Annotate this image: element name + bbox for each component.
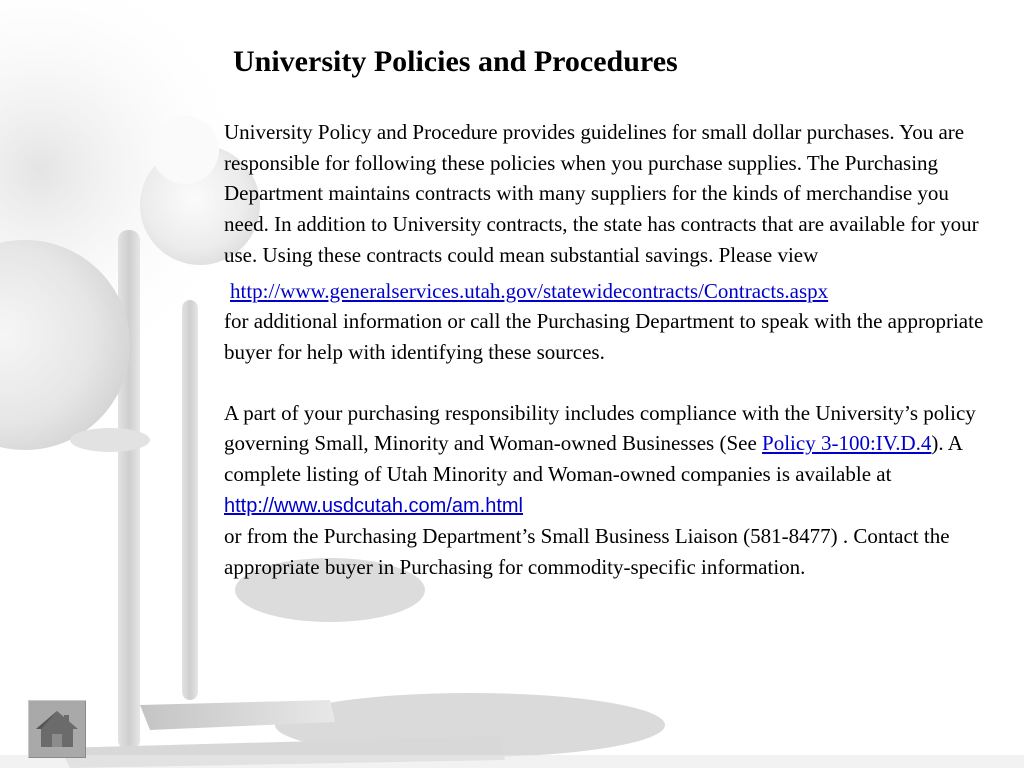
home-button[interactable] xyxy=(28,700,86,758)
link-line xyxy=(224,276,984,307)
paragraph-contracts-text: University Policy and Procedure provides guidelines for small dollar purchases. You are responsible for following these policies when you purchase supplies. The Purchasing Department maintains contracts with many suppliers for the kinds of merchandise you need. In addition to University contracts, the state has contracts that are available for your use. Using these contracts could mean substantial savings. Please view xyxy=(224,120,979,267)
paragraph-small-business-text: A part of your purchasing responsibility includes compliance with the University’s policy governing Small, Minority and Woman-owned Businesses (See xyxy=(224,400,976,456)
slide-title: University Policies and Procedures xyxy=(233,45,678,78)
body-text xyxy=(224,117,984,583)
home-icon xyxy=(28,700,86,758)
paragraph-small-business-text-2: ). A complete listing of Utah Minority and Woman-owned companies is available at xyxy=(224,431,962,487)
usdcutah-link[interactable]: http://www.usdcutah.com/am.html xyxy=(224,494,524,517)
statewide-contracts-link[interactable]: http://www.generalservices.utah.gov/statewidecontracts/Contracts.aspx xyxy=(230,278,829,303)
paragraph-small-business xyxy=(224,398,984,583)
paragraph-small-business-text-3: or from the Purchasing Department’s Small Business Liaison (581-8477) . Contact the appropriate buyer in Purchasing for commodity-specific information. xyxy=(224,524,950,580)
paragraph-contracts-text-continued: for additional information or call the Purchasing Department to speak with the appropriate buyer for help with identifying these sources. xyxy=(224,309,984,364)
paragraph-contracts xyxy=(224,117,984,368)
paragraph-spacer xyxy=(224,368,984,398)
policy-link[interactable]: Policy 3-100:IV.D.4 xyxy=(762,431,932,456)
